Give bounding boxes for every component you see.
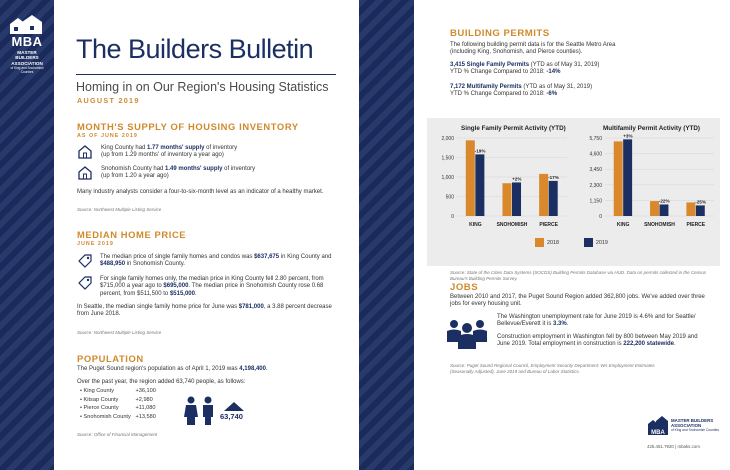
page-subtitle: Homing in on Our Region's Housing Statistics	[76, 80, 329, 94]
x-tick-label: KING	[616, 222, 630, 228]
footer-logo[interactable]	[647, 414, 727, 456]
y-tick-label: 500	[445, 194, 454, 201]
seattle-price-text: In Seattle, the median single family home price for June was $781,000, a 3.88 percent decrease from June 2018.	[77, 304, 332, 318]
title-divider	[76, 74, 336, 75]
chart-title: Single Family Permit Activity (YTD)	[461, 125, 566, 132]
chart-legend	[535, 234, 608, 252]
single-family-price-text: For single family homes only, the median price in King County fell 2.80 percent, from $715,000 a year ago to $695,000. The median price in Snohomish County rose 0.68 percent, from $511,500 to $515,000.	[100, 276, 324, 297]
x-tick-label: PIERCE	[686, 222, 706, 228]
population-growth-text: Over the past year, the region added 63,740 people, as follows:	[77, 379, 246, 385]
permits-source: Source: State of the Cities Data Systems (SOCDS) Building Permits Database via HUD. Data on permits collected in the Census Bureau's Building Permits Survey.	[450, 270, 707, 281]
median-heading: MEDIAN HOME PRICE	[77, 229, 187, 240]
logo-name-2: ASSOCIATION	[11, 61, 43, 66]
house-icon	[77, 145, 93, 159]
data-label: -25%	[695, 199, 706, 205]
svg-text:MBA: MBA	[651, 430, 665, 436]
y-tick-label: 3,450	[589, 167, 602, 174]
y-tick-label: 1,500	[441, 155, 454, 162]
bar-2019-king	[475, 154, 484, 216]
list-item: • Pierce County +11,080	[80, 405, 156, 411]
footer-logo-name-3: of King and Snohomish Counties	[671, 428, 720, 432]
supply-note: Many industry analysts consider a four-to-six-month level as an indicator of a healthy market.	[77, 189, 324, 195]
population-total-text: The Puget Sound region's population as of April 1, 2019 was 4,198,400.	[77, 366, 268, 372]
price-tag-icon	[78, 276, 92, 290]
data-label: -19%	[474, 148, 486, 154]
county-list	[80, 387, 156, 421]
permits-intro: The following building permit data is for the Seattle Metro Area (including King, Snohomish, and Pierce counties).	[450, 42, 616, 56]
y-tick-label: 1,150	[589, 198, 602, 205]
logo-mark: MBA	[11, 34, 43, 49]
permit-charts-panel	[427, 118, 720, 266]
x-tick-label: KING	[469, 222, 482, 228]
snohomish-supply-text: Snohomish County had 1.49 months' supply of inventory (up from 1.20 a year ago)	[101, 166, 256, 180]
bar-2018-king	[466, 140, 475, 216]
permits-heading: BUILDING PERMITS	[450, 28, 550, 39]
single-family-chart	[427, 134, 573, 230]
supply-subheading: AS OF JUNE 2019	[77, 133, 138, 139]
data-label: -17%	[548, 174, 559, 180]
supply-heading: MONTH'S SUPPLY OF HOUSING INVENTORY	[77, 121, 299, 132]
house-icon	[77, 166, 93, 180]
jobs-source: Source: Puget Sound Regional Council, Employment Security Department: WA Employment Estimates (Seasonally Adjusted), June 2019 and Bureau of Labor Statistics.	[450, 363, 655, 374]
data-label: -22%	[658, 198, 670, 204]
page-title: The Builders Bulletin	[76, 34, 314, 64]
data-label: +3%	[623, 134, 633, 139]
people-icon	[182, 396, 218, 426]
bar-2019-king	[623, 139, 632, 216]
contact-info[interactable]: 425.451.7920 | mbaks.com	[647, 444, 700, 449]
legend-label-2019: 2019	[595, 239, 608, 246]
center-decorative-strip	[359, 0, 414, 470]
up-arrow-icon	[224, 402, 244, 411]
bar-2019-pierce	[549, 181, 558, 216]
workers-icon	[444, 318, 490, 350]
logo-name: MASTER BUILDERS	[15, 50, 39, 60]
price-tag-icon	[78, 254, 92, 268]
x-tick-label: SNOHOMISH	[644, 222, 675, 228]
bar-2019-pierce	[696, 205, 705, 216]
x-tick-label: SNOHOMISH	[496, 222, 528, 228]
population-heading: POPULATION	[77, 353, 144, 364]
bar-2019-snohomish	[512, 182, 521, 216]
supply-source: Source: Northwest Multiple Listing Service	[77, 207, 162, 212]
house-logo-icon	[6, 14, 48, 36]
y-tick-label: 2,300	[589, 182, 602, 189]
issue-date: AUGUST 2019	[77, 96, 140, 105]
median-source: Source: Northwest Multiple Listing Service	[77, 330, 162, 335]
legend-swatch-2019	[584, 238, 593, 247]
bar-2018-pierce	[686, 202, 695, 216]
legend-label-2018: 2018	[547, 239, 559, 246]
footer-logo-name-2: ASSOCIATION	[671, 423, 702, 428]
house-logo-icon	[647, 414, 669, 436]
median-price-text: The median price of single family homes and condos was $637,675 in King County and $488,950 in Snohomish County.	[100, 254, 332, 268]
y-tick-label: 0	[451, 214, 454, 220]
population-growth-total: 63,740	[220, 412, 243, 421]
mba-logo[interactable]	[6, 12, 48, 82]
bar-2018-snohomish	[650, 201, 659, 216]
list-item: • Kitsap County +2,980	[80, 396, 153, 403]
multifamily-chart	[575, 134, 720, 230]
list-item: • King County +36,100	[80, 388, 156, 394]
data-label: +2%	[512, 176, 522, 182]
y-tick-label: 1,000	[441, 175, 454, 181]
multifamily-permits: 7,172 Multifamily Permits (YTD as of May 31, 2019) YTD % Change Compared to 2018: -6%	[450, 84, 593, 98]
legend-swatch-2018	[535, 238, 544, 247]
list-item: • Snohomish County +13,580	[80, 413, 156, 420]
unemployment-text: The Washington unemployment rate for June 2019 is 4.6% and for Seattle/ Bellevue/Everett it is 3.3%.	[497, 314, 696, 328]
single-family-permits: 3,415 Single Family Permits (YTD as of May 31, 2019) YTD % Change Compared to 2018: -14%	[450, 62, 600, 76]
bar-2018-king	[614, 141, 623, 216]
jobs-heading: JOBS	[450, 282, 479, 293]
median-subheading: JUNE 2019	[77, 241, 114, 247]
y-tick-label: 2,000	[441, 136, 454, 142]
logo-name-3: of King and Snohomish Counties	[10, 66, 44, 74]
footer-logo-name: MASTER BUILDERS	[671, 418, 714, 423]
population-source: Source: Office of Financial Management	[77, 432, 158, 437]
bar-2019-snohomish	[660, 204, 669, 216]
construction-employment-text: Construction employment in Washington fell by 800 between May 2019 and June 2019. Total employment in construction is 222,200 statewide.	[497, 334, 698, 348]
y-tick-label: 0	[599, 214, 602, 220]
bar-2018-pierce	[539, 174, 548, 216]
king-supply-text: King County had 1.77 months' supply of inventory (up from 1.29 months' of inventory a year ago)	[101, 145, 238, 159]
jobs-intro: Between 2010 and 2017, the Puget Sound Region added 362,800 jobs. We've added over three jobs for every housing unit.	[450, 294, 705, 308]
y-tick-label: 4,600	[589, 151, 602, 158]
bar-2018-snohomish	[502, 183, 511, 216]
y-tick-label: 5,750	[589, 136, 602, 142]
chart-title: Multifamily Permit Activity (YTD)	[603, 125, 701, 132]
x-tick-label: PIERCE	[539, 222, 558, 228]
